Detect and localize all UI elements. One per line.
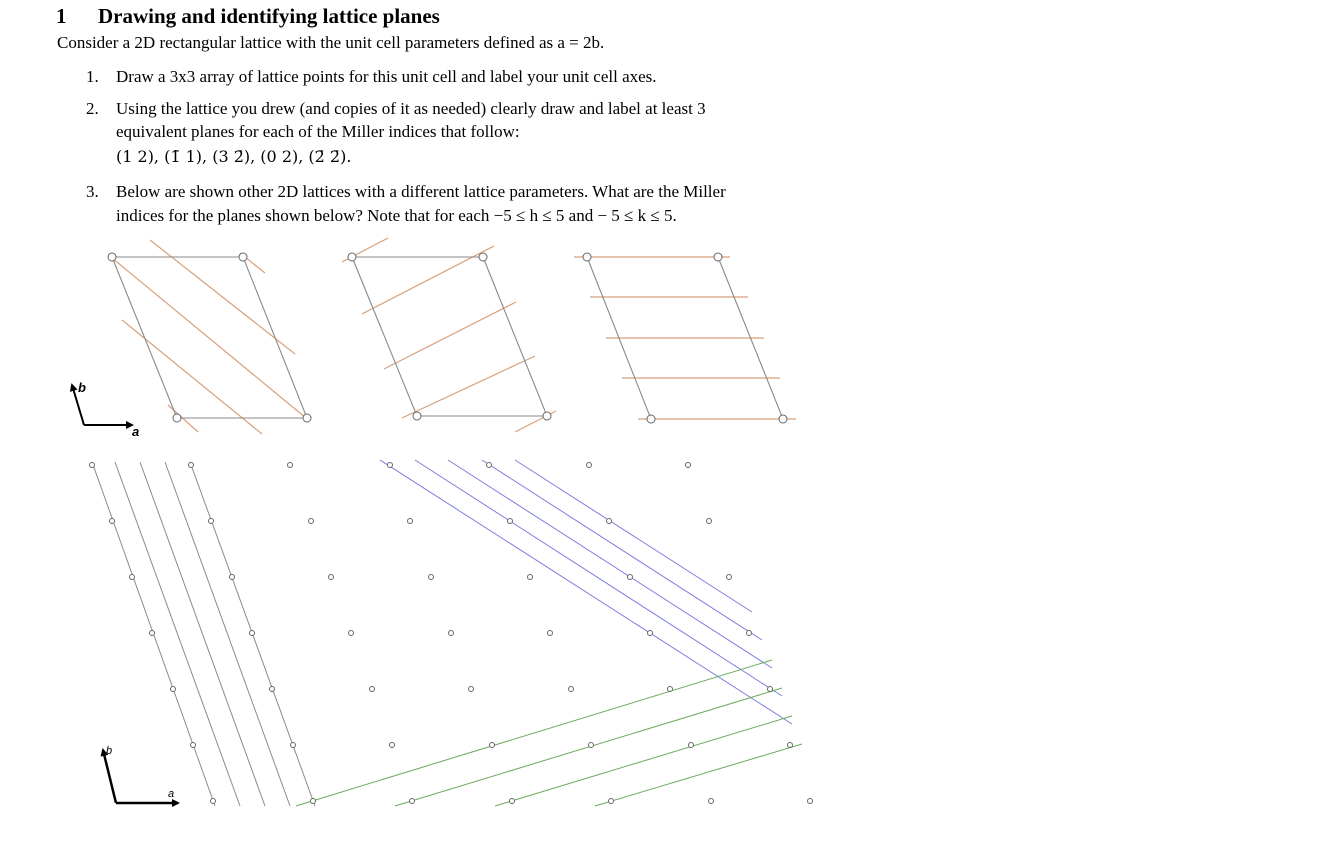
section-number: 1 — [56, 4, 67, 28]
panel-1-cell — [112, 257, 307, 418]
section-title: Drawing and identifying lattice planes — [98, 4, 440, 28]
b-axis-label: b — [78, 380, 86, 395]
panel-2-planes — [342, 238, 556, 432]
bottom-blue-planes — [380, 460, 792, 724]
question-line: Draw a 3x3 array of lattice points for this unit cell and label your unit cell axes. — [116, 67, 657, 86]
a-axis-label: a — [132, 424, 140, 439]
b-axis-label: b — [106, 745, 113, 757]
panel-1-planes — [112, 240, 306, 434]
panel-2-points — [348, 253, 551, 420]
question-number: 1. — [86, 67, 99, 86]
question-line: Using the lattice you drew (and copies of it as needed) clearly draw and label at least 3 — [116, 99, 706, 118]
question-line: indices for the planes shown below? Note that for each −5 ≤ h ≤ 5 and − 5 ≤ k ≤ 5. — [116, 206, 677, 225]
panel-1-lattice — [108, 240, 311, 434]
question-line: Below are shown other 2D lattices with a different lattice parameters. What are the Miller — [116, 182, 726, 201]
a-axis-label: a — [168, 788, 175, 800]
panel-3-lattice — [574, 253, 796, 423]
b-axis-arrow — [103, 750, 116, 803]
question-line: equivalent planes for each of the Miller indices that follow: — [116, 122, 520, 141]
axes-top — [72, 380, 139, 439]
panel-3-planes — [574, 257, 796, 419]
panel-2-cell — [352, 257, 547, 416]
bottom-gray-planes — [92, 462, 315, 806]
axes-bottom — [103, 745, 178, 803]
question-number: 2. — [86, 99, 99, 118]
panel-2-lattice — [342, 238, 556, 432]
question-number: 3. — [86, 182, 99, 201]
miller-index-list: (1 2), (1̄ 1), (3 2̄), (0 2), (2̄ 2̄). — [116, 147, 352, 166]
bottom-lattice-points — [90, 463, 813, 804]
intro-text: Consider a 2D rectangular lattice with the unit cell parameters defined as a = 2b. — [57, 33, 605, 52]
